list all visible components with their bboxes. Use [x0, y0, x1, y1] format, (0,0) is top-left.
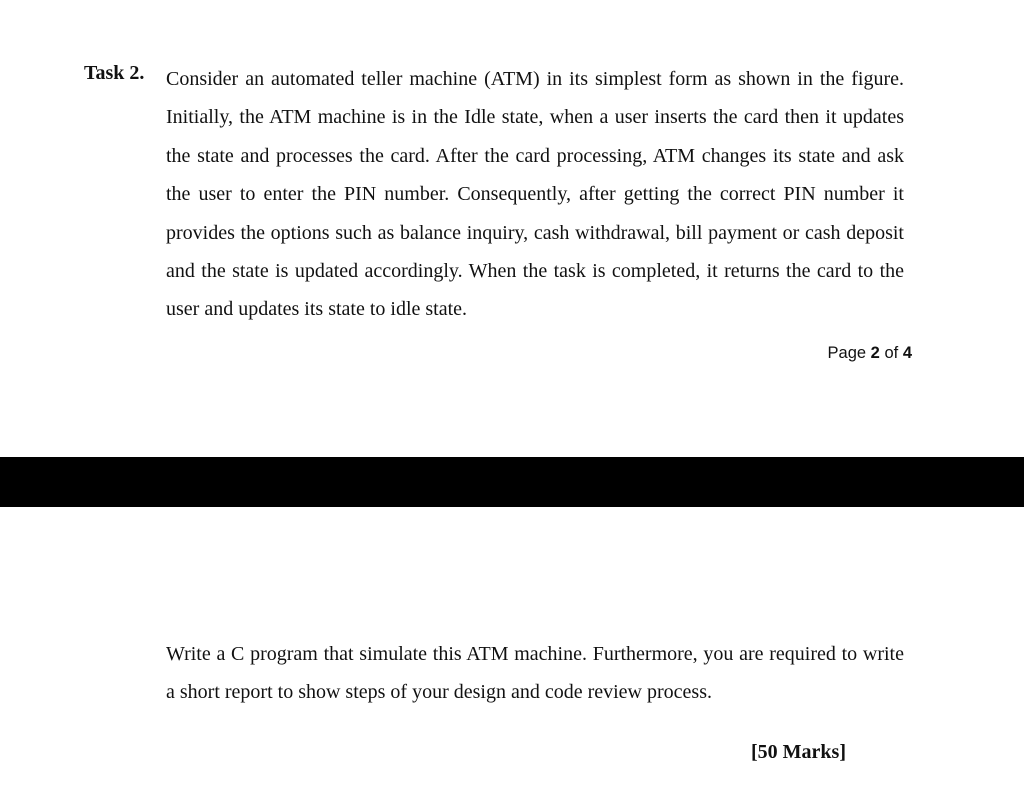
task-label: Task 2.: [84, 62, 145, 84]
current-page-number: 2: [870, 344, 880, 362]
of-word: of: [884, 344, 899, 362]
page-footer: [828, 341, 912, 365]
instruction-text: Write a C program that simulate this ATM machine. Furthermore, you are required to write a short report to show steps of your design and code review process.: [166, 643, 904, 704]
total-pages-number: 4: [902, 344, 912, 362]
page-word: Page: [827, 344, 867, 362]
page-break-bar: [0, 457, 1024, 507]
marks-label: [50 Marks]: [751, 741, 846, 763]
task-description: Consider an automated teller machine (ATM) in its simplest form as shown in the figure. Initially, the ATM machine is in the Idle state, when a user inserts the card then it updates the state and processes the card. After the card processing, ATM changes its state and ask the user to enter the PIN number. Consequently, after getting the correct PIN number it provides the options such as balance inquiry, cash withdrawal, bill payment or cash deposit and the state is updated accordingly. When the task is completed, it returns the card to the user and updates its state to idle state.: [166, 68, 904, 321]
